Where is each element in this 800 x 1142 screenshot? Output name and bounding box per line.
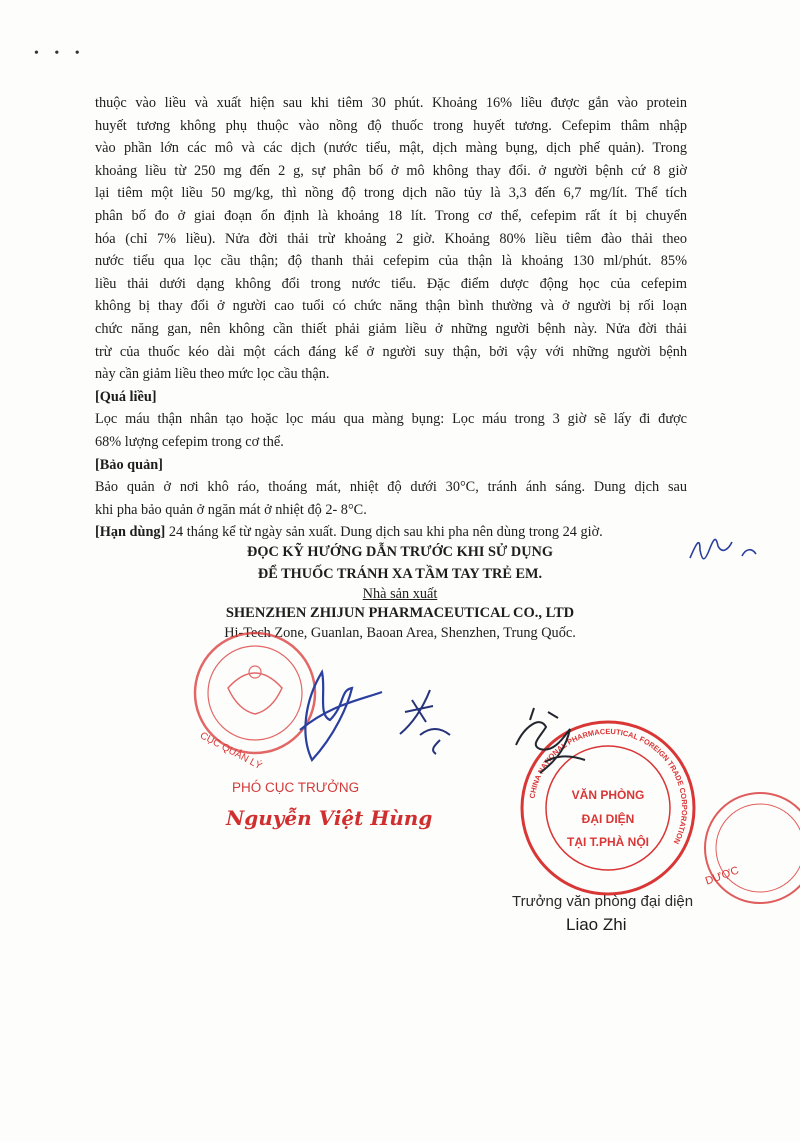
deputy-director-block [232,780,359,795]
right-seal [522,722,694,894]
shelf-life-heading: [Hạn dùng] [95,524,166,541]
overdose-heading: [Quá liều] [95,388,157,405]
storage-heading: [Bảo quản] [95,456,163,473]
corner-initials-signature [690,539,756,558]
body-line: trừ của thuốc kéo dài một cách đáng kể ở người suy thận, bởi vậy với những người bệnh [95,343,687,360]
body-line: vào phần lớn các mô và các dịch (nước tiểu, mật, dịch màng bụng, dịch phế quản). Trong [95,140,687,157]
body-line: phân bố đo ở giai đoạn ổn định là khoảng 18 lít. Trong cơ thể, cefepim rất ít bị chuyển [95,207,687,224]
representative-title: Trưởng văn phòng đại diện [512,893,694,910]
manufacturer-label: Nhà sản xuất [362,586,438,602]
body-line: liều thải dưới dạng không đổi trong nước tiểu. Đặc điểm dược động học của cefepim [95,275,687,292]
overdose-line: 68% lượng cefepim trong cơ thể. [95,433,284,450]
body-line: lại tiêm một liều 50 mg/kg, thì nồng độ trong dịch não tủy là 3,3 đến 6,7 mg/lít. Thể tích [95,185,687,202]
overdose-line: Lọc máu thận nhân tạo hoặc lọc máu qua màng bụng: Lọc máu trong 3 giờ sẽ lấy đi được [95,411,687,428]
storage-line: Bảo quản ở nơi khô ráo, thoáng mát, nhiệt độ dưới 30°C, tránh ánh sáng. Dung dịch sau [95,479,687,496]
center-signature-scribble [400,690,450,754]
body-line: thuộc vào liều và xuất hiện sau khi tiêm 30 phút. Khoảng 16% liều được gắn vào protein [95,95,687,111]
right-edge-seal-text: DƯỢC [703,864,741,888]
left-signature-scribble [300,672,382,760]
right-seal-ring-text: CHINA NATIONAL PHARMACEUTICAL FOREIGN TRADE CORPORATION [527,726,690,846]
representative-name: Liao Zhi [566,915,627,934]
shelf-life-text: 24 tháng kể từ ngày sản xuất. Dung dịch sau khi pha nên dùng trong 24 giờ. [165,524,603,541]
corner-dots: • • • [34,46,86,61]
left-seal-text: CỤC QUẢN LÝ [198,730,264,773]
deputy-director-name: Nguyễn Việt Hùng [226,806,433,830]
body-line: không bị thay đổi ở người cao tuổi có chức năng thận bình thường và ở người bị rối loạn [95,298,687,315]
representative-block [512,893,693,910]
body-line: này cần giảm liều theo mức lọc cầu thận. [95,366,330,383]
body-line: khoảng liều từ 250 mg đến 2 g, sự phân bố ở mô không thay đổi. ở người bệnh cứ 8 giờ [95,162,687,179]
warning-keep-away-children: ĐỂ THUỐC TRÁNH XA TẦM TAY TRẺ EM. [257,566,543,582]
warning-read-instructions: ĐỌC KỸ HƯỚNG DẪN TRƯỚC KHI SỬ DỤNG [247,544,553,560]
right-seal-line-3: TẠI T.PHÀ NỘI [566,835,650,849]
right-edge-seal [705,793,800,903]
body-line: huyết tương không phụ thuộc vào nồng độ thuốc trong huyết tương. Cefepim thâm nhập [95,117,687,134]
representative-name-block [566,915,626,935]
deputy-director-name-block [226,806,432,830]
right-seal-line-1: VĂN PHÒNG [571,788,645,802]
storage-line: khi pha bảo quản ở ngăn mát ở nhiệt độ 2- 8°C. [95,501,367,518]
deputy-director-title: PHÓ CỤC TRƯỞNG [232,780,360,795]
body-line: chức năng gan, nên không cần thiết phải giảm liều ở những người bệnh này. Nửa đời thải [95,320,687,337]
right-seal-line-2: ĐẠI DIỆN [581,812,635,826]
manufacturer-address: Hi-Tech Zone, Guanlan, Baoan Area, Shenzhen, Trung Quốc. [224,625,576,641]
body-line: hóa (chỉ 7% liều). Nửa đời thải trừ khoảng 2 giờ. Khoảng 80% liều tiêm đào thải theo [95,230,687,247]
body-line: nước tiểu qua lọc cầu thận; độ thanh thải cefepim của thận là khoảng 130 ml/phút. 85% [95,253,687,270]
manufacturer-name: SHENZHEN ZHIJUN PHARMACEUTICAL CO., LTD [225,605,575,621]
